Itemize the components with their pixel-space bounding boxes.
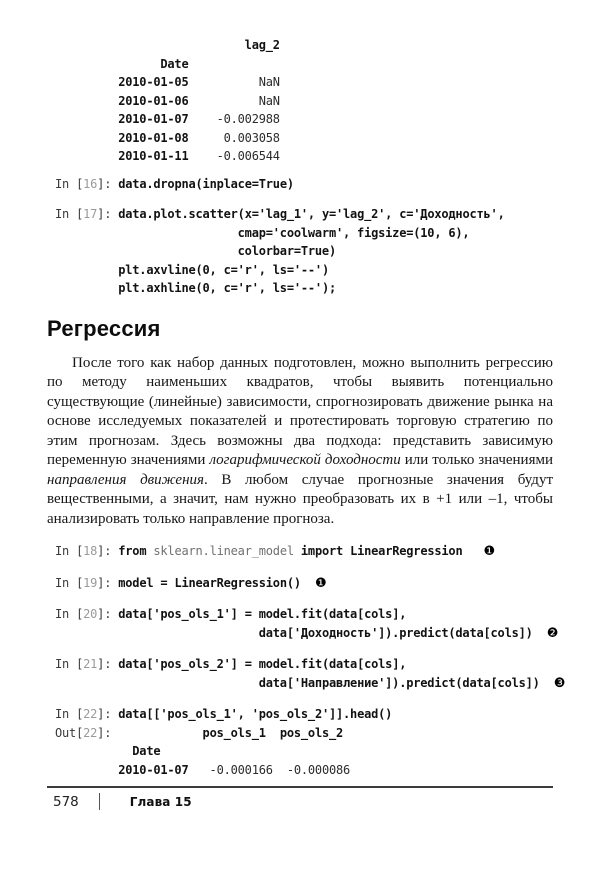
code-segment: In [	[55, 544, 84, 558]
callout-badge: ❷	[546, 625, 559, 641]
code-line	[55, 55, 553, 74]
emphasized-text: направления движения	[47, 471, 205, 488]
code-line	[55, 110, 553, 129]
code-line	[55, 605, 553, 624]
code-line	[55, 724, 553, 743]
code-segment: from	[118, 544, 154, 558]
code-segment: data['Доходность']).predict(data[cols])	[258, 625, 533, 640]
prompt-number: 17	[83, 207, 98, 221]
code-segment: data['Направление']).predict(data[cols])	[258, 675, 540, 690]
code-line	[55, 542, 553, 562]
code-segment	[55, 626, 259, 640]
code-segment	[55, 763, 118, 777]
code-line	[55, 224, 553, 243]
code-segment	[533, 626, 547, 640]
code-segment: colorbar=True)	[237, 244, 336, 258]
code-segment: model = LinearRegression()	[118, 575, 301, 590]
code-segment: 0.003058	[188, 130, 280, 145]
code-segment: Out[	[55, 725, 84, 740]
code-segment: 2010-01-06	[118, 93, 189, 108]
code-line	[55, 175, 553, 194]
code-segment	[55, 263, 118, 277]
code-segment	[462, 544, 483, 558]
code-segment: import LinearRegression	[293, 544, 463, 558]
code-segment: lag_2	[244, 38, 280, 52]
code-cell-in18	[47, 542, 553, 562]
prompt-number: 19	[83, 575, 98, 590]
code-segment	[118, 726, 202, 740]
code-segment: Date	[132, 744, 161, 758]
code-line	[55, 36, 553, 55]
prompt-number: 18	[83, 544, 98, 558]
code-segment: ]:	[97, 707, 119, 721]
callout-badge: ❸	[553, 675, 566, 691]
code-segment	[55, 244, 238, 258]
code-segment: pos_ols_1 pos_ols_2	[202, 725, 344, 740]
code-cell-in20	[47, 605, 559, 643]
code-segment: data.plot.scatter(x='lag_1', y='lag_2', c='Доходность',	[118, 207, 505, 221]
code-line	[55, 674, 566, 694]
code-segment: NaN	[188, 75, 280, 89]
code-segment: -0.000166 -0.000086	[188, 762, 351, 777]
code-segment	[55, 112, 118, 126]
code-segment	[55, 744, 132, 758]
code-segment	[55, 94, 118, 108]
code-segment: -0.006544	[188, 149, 280, 163]
code-cell-in16	[47, 175, 553, 194]
code-segment: Date	[160, 56, 189, 71]
code-segment: 2010-01-11	[118, 149, 189, 163]
code-segment: In [	[55, 657, 84, 671]
code-segment	[301, 576, 315, 590]
code-segment: NaN	[188, 93, 280, 108]
code-line	[55, 205, 553, 224]
prompt-number: 22	[83, 707, 98, 721]
code-line	[55, 761, 553, 780]
code-line	[55, 261, 553, 280]
code-segment	[55, 57, 160, 71]
code-segment: 2010-01-08	[118, 130, 189, 145]
code-segment: plt.axhline(0, c='r', ls='--');	[118, 281, 336, 295]
code-segment: In [	[55, 707, 84, 721]
code-segment	[55, 131, 118, 145]
code-segment: -0.002988	[188, 112, 280, 126]
code-segment: 2010-01-05	[118, 75, 189, 89]
code-line	[55, 624, 559, 644]
page-footer	[47, 786, 553, 810]
code-segment	[55, 226, 238, 240]
emphasized-text: логарифмической доходности	[209, 452, 401, 468]
code-segment: ]:	[97, 575, 119, 590]
code-segment: In [	[55, 176, 84, 191]
code-line	[55, 705, 553, 724]
code-segment: cmap='coolwarm', figsize=(10, 6),	[237, 225, 470, 240]
code-segment: data['pos_ols_1'] = model.fit(data[cols],	[118, 607, 407, 621]
code-line	[55, 92, 553, 111]
code-segment: 2010-01-07	[118, 112, 189, 126]
paragraph-text: . В любом случае прогнозные значения будут вещественными, а значит, нам нужно преобразовать их в +1 или –1, чтобы анализировать только направление прогноза.	[47, 471, 553, 527]
chapter-label: Глава 15	[129, 794, 192, 809]
code-segment	[55, 676, 259, 690]
code-cell-in19	[47, 574, 553, 594]
footer-row	[47, 793, 553, 810]
code-line	[55, 574, 553, 594]
code-line	[55, 242, 553, 261]
code-segment: data['pos_ols_2'] = model.fit(data[cols],	[118, 657, 407, 671]
code-segment: 2010-01-07	[118, 762, 189, 777]
code-segment: In [	[55, 607, 84, 621]
footer-rule	[47, 786, 553, 788]
code-segment: ]:	[97, 657, 119, 671]
prompt-number: 22	[83, 725, 98, 740]
code-line	[55, 147, 553, 166]
code-line	[55, 655, 553, 674]
body-paragraph	[47, 354, 553, 530]
code-line	[55, 279, 553, 298]
code-line	[55, 129, 553, 148]
code-segment	[540, 676, 554, 690]
prompt-number: 21	[83, 657, 98, 671]
code-segment: ]:	[97, 725, 119, 740]
code-segment	[55, 281, 118, 295]
code-cell-in17	[47, 205, 553, 298]
code-segment: data[['pos_ols_1', 'pos_ols_2']].head()	[118, 707, 393, 721]
code-line	[55, 742, 553, 761]
code-cell-in21	[47, 655, 566, 693]
code-segment: sklearn.linear_model	[153, 544, 294, 558]
section-heading: Регрессия	[47, 315, 161, 341]
footer-divider	[99, 793, 100, 810]
page-number: 578	[53, 793, 79, 810]
code-segment: ]:	[97, 607, 119, 621]
code-segment: plt.axvline(0, c='r', ls='--')	[118, 262, 329, 277]
code-segment	[55, 75, 118, 89]
code-segment: data.dropna(inplace=True)	[118, 176, 294, 191]
code-segment: In [	[55, 207, 84, 221]
callout-badge: ❶	[483, 544, 496, 559]
prompt-number: 16	[83, 176, 98, 191]
code-cell-in22-out22	[47, 705, 553, 779]
code-segment: ]:	[97, 207, 119, 221]
code-line	[55, 73, 553, 92]
paragraph-text: После того как набор данных подготовлен, можно выполнить регрессию по методу наименьших квадратов, чтобы выявить потенциально существующие (линейные) зависимости, спрогнозировать движение рынка на основе исследуемых показателей и протестировать торговую стратегию по этим прогнозам. Здесь возможны два подхода: представить зависимую переменную значениями	[47, 354, 553, 468]
code-segment: In [	[55, 575, 84, 590]
code-segment: ]:	[97, 544, 119, 558]
code-segment: ]:	[97, 176, 119, 191]
code-segment	[55, 149, 118, 163]
output-table-lag2	[47, 36, 553, 166]
code-segment	[55, 38, 245, 52]
callout-badge: ❶	[314, 575, 327, 591]
prompt-number: 20	[83, 607, 98, 621]
paragraph-text: или только значениями	[400, 452, 553, 468]
